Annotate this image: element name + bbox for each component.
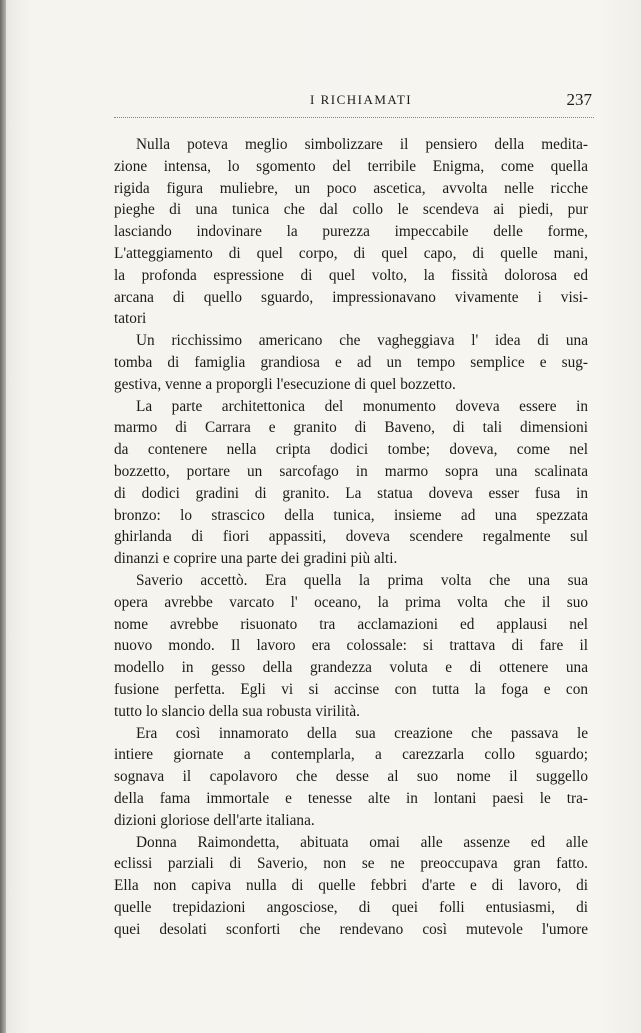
text-line: tatori [114,310,147,328]
text-line: Nulla poteva meglio simbolizzare il pensiero della medita- [136,136,588,153]
text-line: nuovo mondo. Il lavoro era colossale: si trattava di fare il [114,637,588,655]
text-line: intiere giornate a contemplarla, a carezzarla collo sguardo; [114,746,588,764]
text-line: La parte architettonica del monumento doveva essere in [136,397,588,415]
header-rule [114,117,594,118]
text-line: di dodici gradini di granito. La statua doveva esser fusa in [114,484,588,502]
text-line: nome avrebbe risuonato tra acclamazioni ed applausi nel [114,615,588,633]
text-line: tomba di famiglia grandiosa e ad un tempo semplice e sug- [114,353,588,371]
text-line: Donna Raimondetta, abituata omai alle assenze ed alle [136,833,588,851]
text-line: dizioni gloriose dell'arte italiana. [114,811,315,829]
page-header [114,90,592,116]
text-line: zione intensa, lo sgomento del terribile Enigma, come quella [114,157,588,175]
text-line: tutto lo slancio della sua robusta virilità. [114,702,360,720]
text-line: arcana di quello sguardo, impressionavano vivamente i visi- [114,288,588,306]
running-title: I RICHIAMATI [310,92,413,107]
text-line: della fama immortale e tenesse alte in lontani paesi le tra- [114,789,588,807]
text-line: rigida figura muliebre, un poco ascetica, avvolta nelle ricche [114,179,588,197]
text-line: gestiva, venne a proporgli l'esecuzione di quel bozzetto. [114,375,456,393]
text-line: dinanzi e coprire una parte dei gradini più alti. [114,550,398,568]
text-line: sognava il capolavoro che desse al suo nome il suggello [114,768,588,786]
text-line: bronzo: lo strascico della tunica, insieme ad una spezzata [114,506,588,524]
text-line: lasciando indovinare la purezza impeccabile delle forme, [114,223,588,241]
text-line: L'atteggiamento di quel corpo, di quel capo, di quelle mani, [114,244,588,262]
text-line: la profonda espressione di quel volto, la fissità dolorosa ed [114,266,588,284]
page-number: 237 [566,90,592,109]
text-line: opera avrebbe varcato l' oceano, la prima volta che il suo [114,593,588,611]
text-line: bozzetto, portare un sarcofago in marmo sopra una scalinata [114,462,588,480]
text-line: pieghe di una tunica che dal collo le scendeva ai piedi, pur [114,201,588,219]
text-line: da contenere nella cripta dodici tombe; doveva, come nel [114,441,588,459]
page-binding-edge [0,0,6,1033]
text-line: modello in gesso della grandezza voluta e di ottenere una [114,659,588,677]
text-line: ghirlanda di fiori appassiti, doveva scendere regalmente sul [114,528,588,546]
text-line: Un ricchissimo americano che vagheggiava l' idea di una [136,332,588,350]
body-text [114,134,588,940]
text-line: fusione perfetta. Egli vi si accinse con tutta la foga e con [114,680,588,698]
text-line: Era così innamorato della sua creazione che passava le [136,724,588,742]
text-line: marmo di Carrara e granito di Baveno, di tali dimensioni [114,419,588,437]
text-line: quei desolati sconforti che rendevano così mutevole l'umore [114,920,588,938]
text-line: quelle trepidazioni angosciose, di quei folli entusiasmi, di [114,898,588,916]
text-line: Saverio accettò. Era quella la prima volta che una sua [136,571,588,589]
text-line: Ella non capiva nulla di quelle febbri d'arte e di lavoro, di [114,877,588,895]
text-line: eclissi parziali di Saverio, non se ne preoccupava gran fatto. [114,855,588,873]
